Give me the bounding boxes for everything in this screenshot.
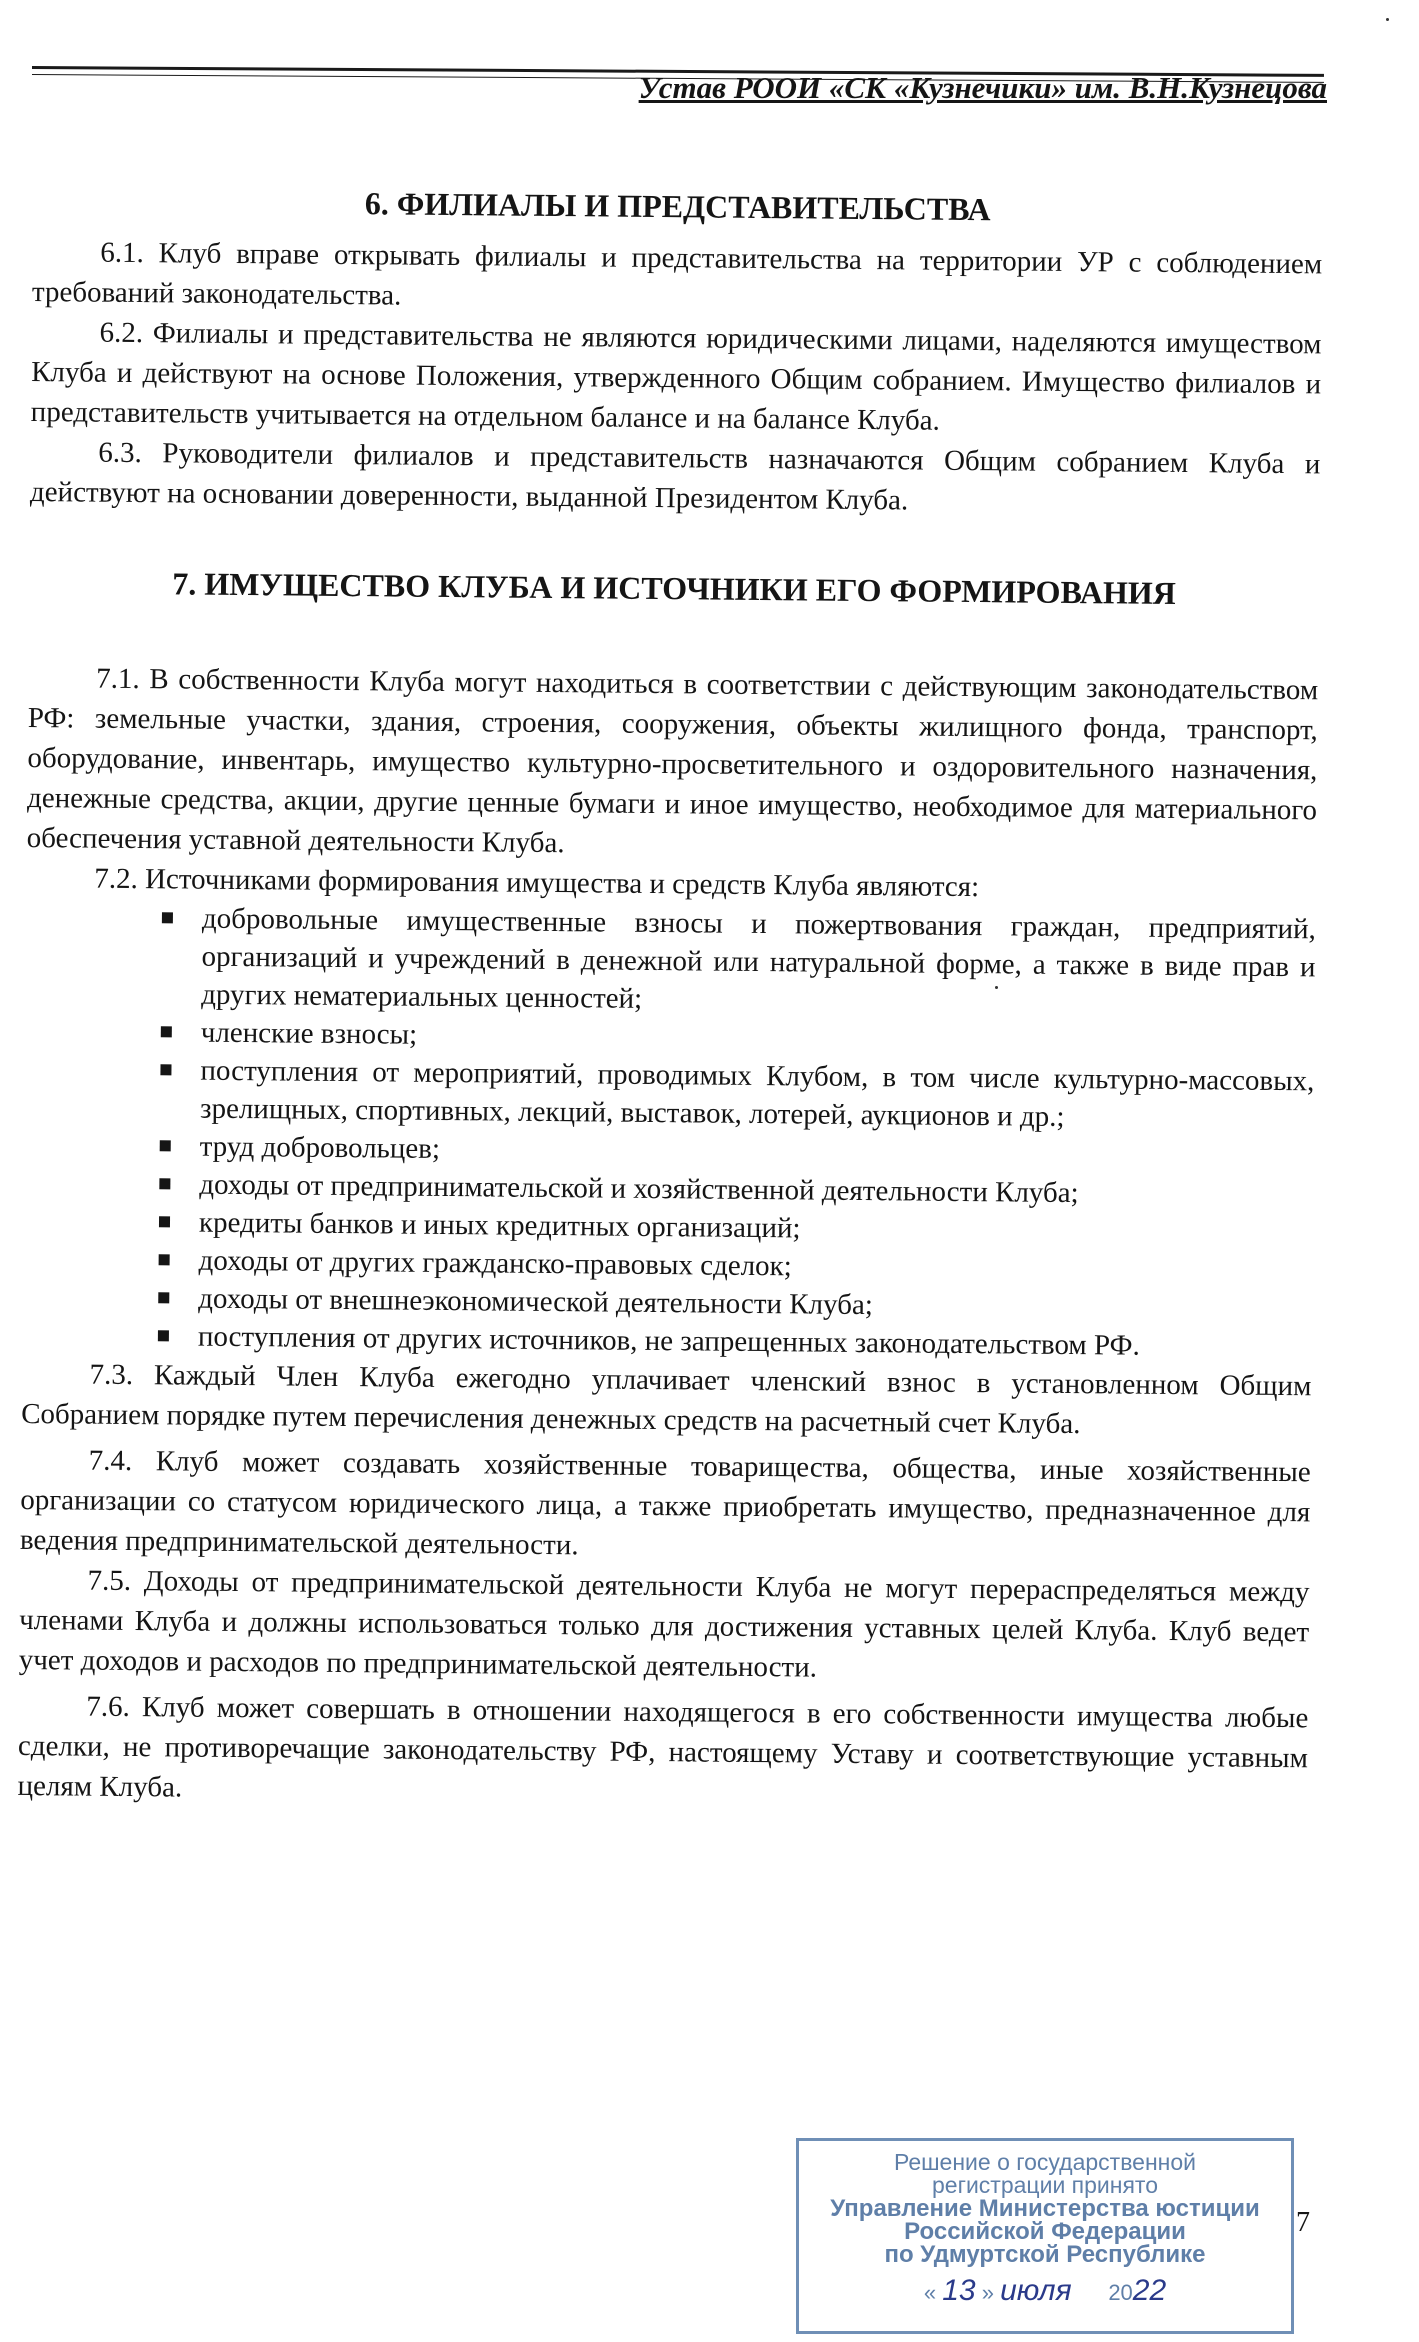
paragraph-7-4: 7.4. Клуб может создавать хозяйственные товарищества, общества, иные хозяйственные организации со статусом юридического лица, а также приобретать имущество, предназначенное для ведения предпринимательской деятельности. xyxy=(19,1444,1311,1562)
paragraph-7-1: 7.1. В собственности Клуба могут находиться в соответствии с действующим законодательством РФ: земельные участки, здания, строения, сооружения, объекты жилищного фонда, транспорт, оборудование, инвентарь, имущество культурно-просветительного и оздоровительного назначения, денежные средства, акции, другие ценные бумаги и иное имущество, необходимое для материального обеспечения уставной деятельности Клуба. xyxy=(26,662,1319,860)
stamp-line-1: Решение о государственной xyxy=(893,2149,1197,2175)
stamp-line-4: Российской Федерации xyxy=(904,2218,1186,2245)
running-header: Устав РООИ «СК «Кузнечики» им. В.Н.Кузнецова xyxy=(638,70,1327,105)
paragraph-6-3: 6.3. Руководители филиалов и представительств назначаются Общим собранием Клуба и действуют на основании доверенности, выданной Президентом Клуба. xyxy=(29,436,1321,517)
page-number: 7 xyxy=(1296,2207,1310,2238)
bullet-icon xyxy=(159,1254,170,1265)
paragraph-6-1: 6.1. Клуб вправе открывать филиалы и представительства на территории УР с соблюдением требований законодательства. xyxy=(31,236,1323,312)
scan-speck xyxy=(1386,18,1389,21)
stamp-line-5: по Удмуртской Республике xyxy=(884,2241,1206,2268)
bullet-icon xyxy=(160,1140,171,1151)
section-6-heading: 6. ФИЛИАЛЫ И ПРЕДСТАВИТЕЛЬСТВА xyxy=(364,185,991,228)
registration-stamp xyxy=(796,2138,1294,2334)
stamp-line-3: Управление Министерства юстиции xyxy=(830,2195,1260,2222)
bullet-icon xyxy=(162,912,173,923)
bullet-icon xyxy=(161,1026,172,1037)
stamp-date-day: 13 xyxy=(942,2274,976,2307)
bullet-icon xyxy=(159,1178,170,1189)
paragraph-7-5: 7.5. Доходы от предпринимательской деятельности Клуба не могут перераспределяться между членами Клуба и должны использоваться только для достижения уставных целей Клуба. Клуб ведет учет доходов и расходов по предпринимательской деятельности. xyxy=(18,1564,1310,1684)
document-body xyxy=(17,180,1323,1818)
bullet-icon xyxy=(160,1064,171,1075)
list-item: членские взносы; xyxy=(201,1014,1315,1063)
list-item: кредиты банков и иных кредитных организаций; xyxy=(199,1204,1313,1253)
stamp-date-month: июля xyxy=(1000,2274,1072,2307)
list-item: доходы от внешнеэкономической деятельности Клуба; xyxy=(198,1280,1312,1329)
scan-speck xyxy=(995,986,998,989)
stamp-date-year: 22 xyxy=(1132,2274,1167,2307)
list-item: доходы от других гражданско-правовых сделок; xyxy=(198,1242,1312,1291)
paragraph-6-2: 6.2. Филиалы и представительства не являются юридическими лицами, наделяются имуществом Клуба и действуют на основе Положения, утвержденного Общим собранием. Имущество филиалов и представительств учитывается на отдельном балансе и на балансе Клуба. xyxy=(30,316,1322,437)
bullet-icon xyxy=(158,1330,169,1341)
list-item: добровольные имущественные взносы и пожертвования граждан, предприятий, организаций и учреждений в денежной или натуральной форме, а также в виде прав и других нематериальных ценностей; xyxy=(201,900,1316,1025)
bullet-icon xyxy=(159,1216,170,1227)
stamp-line-2: регистрации принято xyxy=(931,2172,1158,2198)
funding-sources-list xyxy=(22,898,1316,1366)
section-7-heading: 7. ИМУЩЕСТВО КЛУБА И ИСТОЧНИКИ ЕГО ФОРМИРОВАНИЯ xyxy=(172,565,1177,611)
paragraph-7-6: 7.6. Клуб может совершать в отношении находящегося в его собственности имущества любые сделки, не противоречащие законодательству РФ, настоящему Уставу и соответствующие уставным целям Клуба. xyxy=(17,1690,1309,1804)
bullet-icon xyxy=(158,1292,169,1303)
stamp-date: « 13 » июля 2022 xyxy=(923,2274,1167,2307)
paragraph-7-3: 7.3. Каждый Член Клуба ежегодно уплачивает членский взнос в установленном Общим Собранием порядке путем перечисления денежных средств на расчетный счет Клуба. xyxy=(21,1358,1312,1441)
list-item: доходы от предпринимательской и хозяйственной деятельности Клуба; xyxy=(199,1166,1313,1215)
paragraph-7-2: 7.2. Источниками формирования имущества и средств Клуба являются: xyxy=(94,862,980,904)
list-item: труд добровольцев; xyxy=(200,1128,1314,1177)
list-item: поступления от мероприятий, проводимых Клубом, в том числе культурно-массовых, зрелищных, спортивных, лекций, выставок, лотерей, аукционов и др.; xyxy=(200,1052,1315,1139)
list-item: поступления от других источников, не запрещенных законодательством РФ. xyxy=(198,1318,1312,1367)
